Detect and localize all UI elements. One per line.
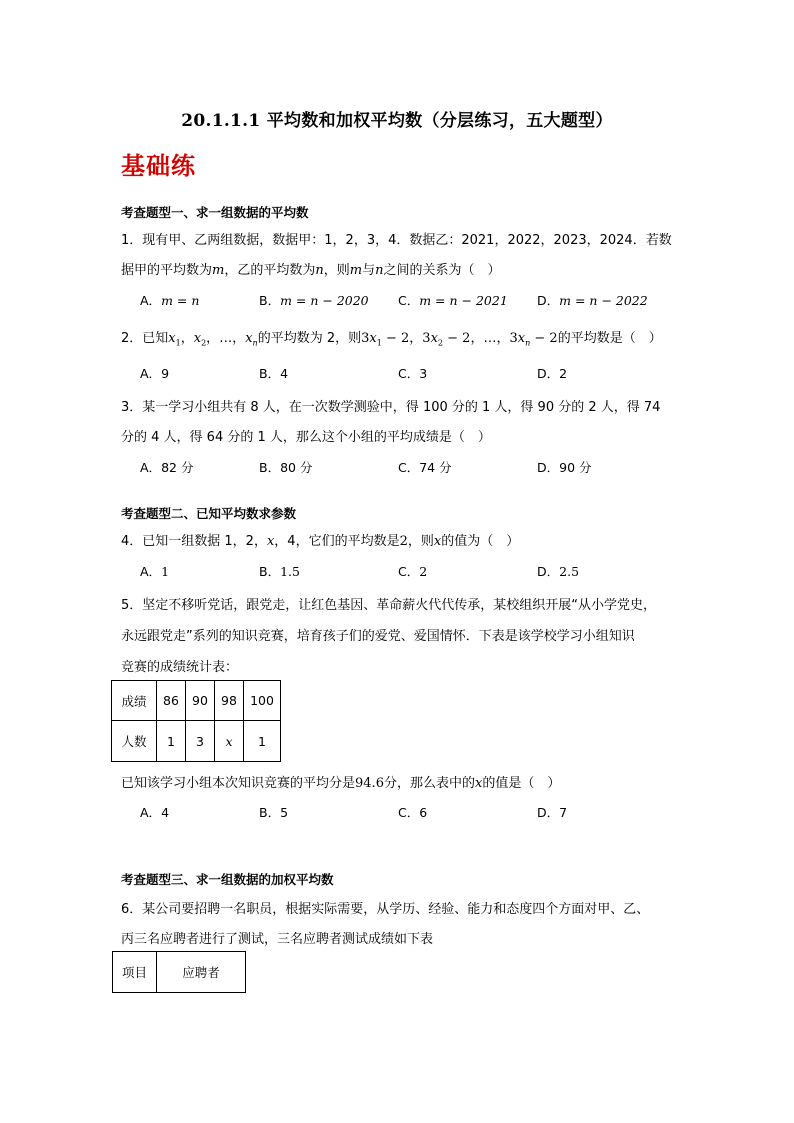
question-1-option-a: A．m = n xyxy=(140,293,200,308)
table-cell: 1 xyxy=(244,721,281,762)
document-title: 20.1.1.1 平均数和加权平均数（分层练习，五大题型） xyxy=(181,111,613,131)
table-header-cell: 人数 xyxy=(112,721,157,762)
question-4-option-c: C．2 xyxy=(398,564,428,579)
question-5-option-a: A．4 xyxy=(140,805,170,820)
table-header-cell: 项目 xyxy=(113,952,157,993)
question-6-line-2: 丙三名应聘者进行了测试，三名应聘者测试成绩如下表 xyxy=(121,932,434,947)
question-2-option-a: A．9 xyxy=(140,366,170,381)
table-cell: 1 xyxy=(157,721,186,762)
question-3-option-a: A．82 分 xyxy=(140,460,194,475)
question-4-option-d: D．2.5 xyxy=(537,564,580,579)
section-heading: 基础练 xyxy=(121,151,196,180)
question-1-option-d: D．m = n − 2022 xyxy=(537,293,648,308)
table-cell: 3 xyxy=(186,721,215,762)
question-2-line-1: 2．已知$x_1$，$x_2$，…，$x_n$的平均数为 2，则$3x_1 - 2$，$3x_2 - 2$，…，$3x_n - 2$的平均数是（ ） xyxy=(121,331,662,348)
question-3-line-1: 3．某一学习小组共有 8 人，在一次数学测验中，得 100 分的 1 人，得 90 分的 2 人，得 74 xyxy=(121,400,661,415)
question-3-option-b: B．80 分 xyxy=(259,460,313,475)
question-5-option-d: D．7 xyxy=(537,805,568,820)
question-2-option-b: B．4 xyxy=(259,366,289,381)
question-5-line-3: 竞赛的成绩统计表： xyxy=(121,660,239,675)
question-5-line-1: 5．坚定不移听党话，跟党走，让红色基因、革命薪火代代传承，某校组织开展“从小学党史， xyxy=(121,598,657,613)
question-2-option-d: D．2 xyxy=(537,366,568,381)
score-table xyxy=(111,680,281,762)
question-1-line-1: 1．现有甲、乙两组数据，数据甲：1，2，3，4．数据乙：2021，2022，2023，2024．若数 xyxy=(121,233,672,248)
question-5-option-c: C．6 xyxy=(398,805,428,820)
table-header-cell: 应聘者 xyxy=(157,952,246,993)
question-type-heading: 考查题型三、求一组数据的加权平均数 xyxy=(121,872,334,887)
question-5-line-2: 永远跟党走”系列的知识竞赛，培育孩子们的爱党、爱国情怀．下表是该学校学习小组知识 xyxy=(121,629,635,644)
table-cell: x xyxy=(215,721,244,762)
table-cell: 86 xyxy=(157,681,186,721)
question-4-option-b: B．1.5 xyxy=(259,564,300,579)
question-2-option-c: C．3 xyxy=(398,366,428,381)
question-type-heading: 考查题型二、已知平均数求参数 xyxy=(121,506,297,521)
question-1-option-c: C．m = n − 2021 xyxy=(398,293,508,308)
question-type-heading: 考查题型一、求一组数据的平均数 xyxy=(121,205,309,220)
question-4-line-1: 4．已知一组数据 1，2，x，4，它们的平均数是2，则x的值为（ ） xyxy=(121,534,520,549)
question-5-stem: 已知该学习小组本次知识竞赛的平均分是94.6分，那么表中的x的值是（ ） xyxy=(121,776,561,791)
question-3-line-2: 分的 4 人，得 64 分的 1 人，那么这个小组的平均成绩是（ ） xyxy=(121,430,491,445)
question-3-option-d: D．90 分 xyxy=(537,460,592,475)
question-5-option-b: B．5 xyxy=(259,805,289,820)
question-1-option-b: B．m = n − 2020 xyxy=(259,293,369,308)
table-cell: 98 xyxy=(215,681,244,721)
question-1-line-2: 据甲的平均数为m，乙的平均数为n，则m与n之间的关系为（ ） xyxy=(121,263,501,278)
question-3-option-c: C．74 分 xyxy=(398,460,452,475)
question-4-option-a: A．1 xyxy=(140,564,170,579)
table-header-cell: 成绩 xyxy=(112,681,157,721)
table-cell: 90 xyxy=(186,681,215,721)
applicant-table xyxy=(112,951,246,993)
table-cell: 100 xyxy=(244,681,281,721)
question-6-line-1: 6．某公司要招聘一名职员，根据实际需要，从学历、经验、能力和态度四个方面对甲、乙、 xyxy=(121,902,650,917)
